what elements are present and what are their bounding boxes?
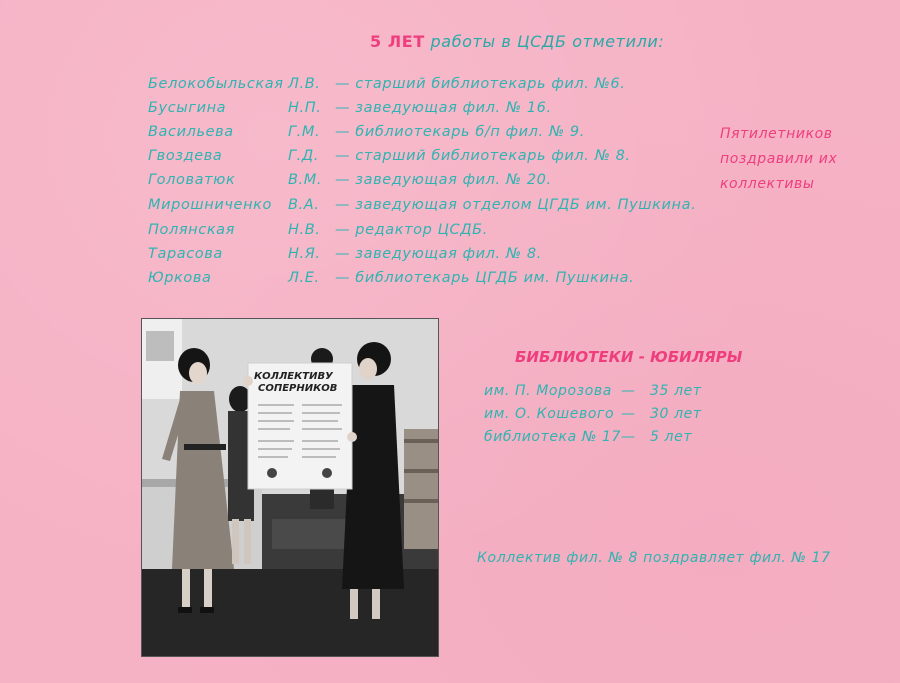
staff-initials: Г.Д. (288, 148, 320, 164)
jubilee-dash: — (621, 406, 636, 422)
staff-role: — библиотекарь б/п фил. № 9. (335, 124, 585, 140)
staff-role: — библиотекарь ЦГДБ им. Пушкина. (335, 270, 635, 286)
staff-row (148, 76, 748, 98)
staff-role: — старший библиотекарь фил. № 8. (335, 148, 631, 164)
staff-initials: В.М. (288, 172, 323, 188)
poster-title-line2: СОПЕРНИКОВ (258, 383, 338, 394)
photo-caption: Коллектив фил. № 8 поздравляет фил. № 17 (477, 550, 831, 566)
staff-name: Головатюк (148, 172, 236, 188)
jubilee-library: библиотека № 17 (484, 429, 622, 445)
staff-name: Белокобыльская (148, 76, 284, 92)
staff-row (148, 270, 748, 292)
staff-row (148, 148, 748, 170)
staff-name: Мирошниченко (148, 197, 272, 213)
jubilee-row (484, 429, 724, 451)
staff-row (148, 197, 748, 219)
staff-row (148, 222, 748, 244)
staff-name: Тарасова (148, 246, 223, 262)
jubilee-dash: — (621, 429, 636, 445)
staff-role: — заведующая фил. № 8. (335, 246, 542, 262)
staff-initials: Г.М. (288, 124, 321, 140)
note-line: Пятилетников (720, 126, 833, 142)
staff-initials: Л.В. (288, 76, 321, 92)
heading-text: работы в ЦСДБ отметили: (430, 32, 665, 51)
jubilee-library: им. П. Морозова (484, 383, 612, 399)
jubilee-title: БИБЛИОТЕКИ - ЮБИЛЯРЫ (515, 348, 743, 366)
staff-row (148, 172, 748, 194)
staff-row (148, 246, 748, 268)
jubilee-years: 30 лет (650, 406, 702, 422)
staff-name: Бусыгина (148, 100, 227, 116)
staff-initials: Н.Я. (288, 246, 321, 262)
poster-title-line1: КОЛЛЕКТИВУ (254, 371, 333, 382)
staff-role: — редактор ЦСДБ. (335, 222, 488, 238)
jubilee-dash: — (621, 383, 636, 399)
staff-initials: В.А. (288, 197, 320, 213)
staff-name: Полянская (148, 222, 235, 238)
staff-initials: Л.Е. (288, 270, 320, 286)
staff-role: — заведующая фил. № 16. (335, 100, 552, 116)
heading-number: 5 ЛЕТ (370, 32, 425, 51)
staff-role: — заведующая отделом ЦГДБ им. Пушкина. (335, 197, 697, 213)
note-line: коллективы (720, 176, 815, 192)
page-heading (370, 32, 664, 51)
staff-role: — заведующая фил. № 20. (335, 172, 552, 188)
note-line: поздравили их (720, 151, 838, 167)
staff-name: Юркова (148, 270, 212, 286)
jubilee-library: им. О. Кошевого (484, 406, 615, 422)
staff-role: — старший библиотекарь фил. №6. (335, 76, 626, 92)
staff-name: Гвоздева (148, 148, 223, 164)
congratulation-note (720, 122, 870, 197)
jubilee-years: 5 лет (650, 429, 693, 445)
staff-name: Васильева (148, 124, 234, 140)
staff-initials: Н.П. (288, 100, 322, 116)
staff-row (148, 124, 748, 146)
jubilee-row (484, 406, 724, 428)
staff-initials: Н.В. (288, 222, 321, 238)
jubilee-row (484, 383, 724, 405)
staff-row (148, 100, 748, 122)
jubilee-years: 35 лет (650, 383, 702, 399)
group-photo (141, 318, 439, 657)
